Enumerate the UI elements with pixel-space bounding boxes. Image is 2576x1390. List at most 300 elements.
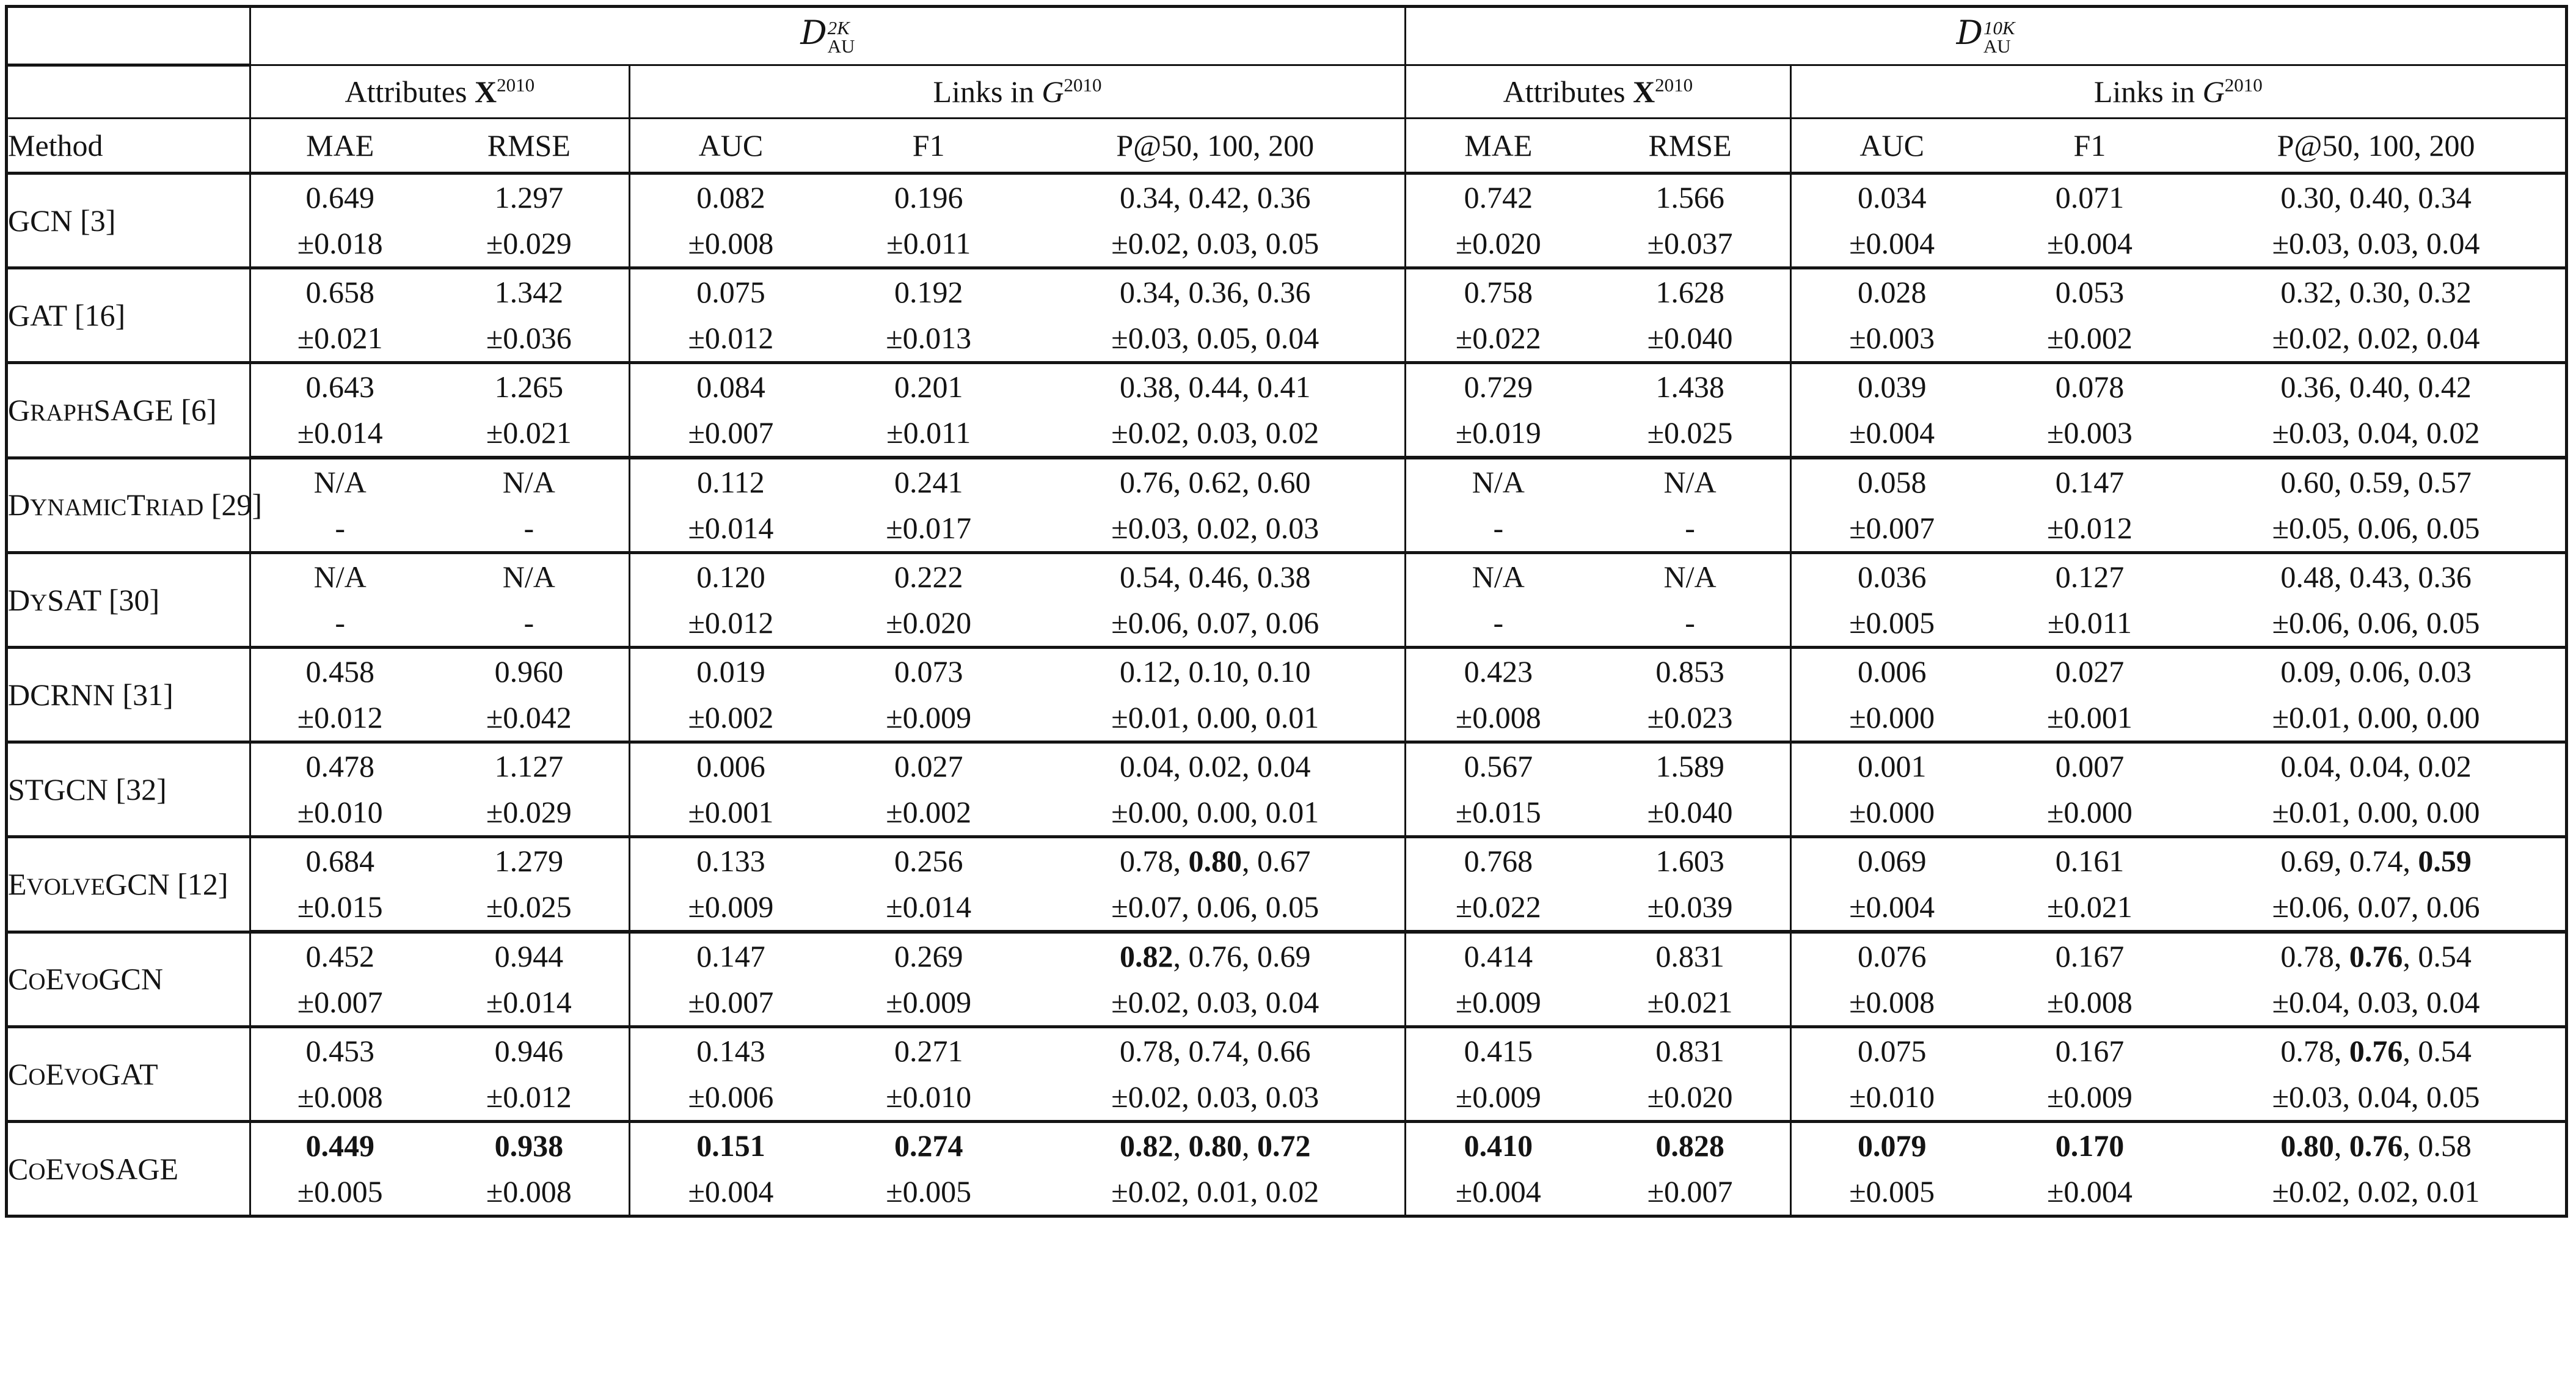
cell-right-auc-err-value: ±0.000 xyxy=(1849,794,1935,829)
cell-right-auc-value: 0.058 xyxy=(1857,464,1927,499)
method-name-cell: EVOLVEGCN [12] xyxy=(7,837,250,932)
cell-left-auc-value: 0.133 xyxy=(696,843,765,878)
method-name-cell: COEVOGCN xyxy=(7,932,250,1027)
cell-left-rmse-err-value: ±0.021 xyxy=(486,415,572,450)
cell-left-rmse-value: N/A xyxy=(502,464,555,499)
cell-left-auc xyxy=(629,363,831,410)
cell-right-p-3: 0.58 xyxy=(2418,1128,2472,1163)
cell-left-mae-err xyxy=(250,883,429,932)
cell-left-mae-err-value: ±0.015 xyxy=(297,889,383,924)
cell-left-auc xyxy=(629,648,831,695)
cell-left-f1-err-value: ±0.009 xyxy=(886,700,972,734)
column-header-auc-2k: AUC xyxy=(629,119,831,174)
cell-left-mae-value: 0.452 xyxy=(305,938,374,973)
method-name-cell: STGCN [32] xyxy=(7,742,250,837)
cell-left-p-2: 0.62 xyxy=(1188,464,1242,499)
table-row-error xyxy=(7,505,2567,553)
cell-left-f1-value: 0.027 xyxy=(894,748,963,783)
cell-right-mae-err-value: ±0.022 xyxy=(1455,889,1541,924)
cell-left-p-1: 0.82 xyxy=(1120,938,1173,973)
cell-left-mae-value: 0.684 xyxy=(305,843,374,878)
cell-left-p-1: 0.78 xyxy=(1120,1033,1173,1068)
cell-left-f1-err xyxy=(831,220,1026,268)
column-header-method: Method xyxy=(7,119,250,174)
cell-right-p-err-3: 0.04 xyxy=(2426,320,2480,355)
cell-left-auc-value: 0.019 xyxy=(696,654,765,689)
dataset-supsub-10k: 10K AU xyxy=(1983,16,2015,57)
cell-right-p-1: 0.04 xyxy=(2280,748,2334,783)
cell-left-mae-err-value: ±0.018 xyxy=(297,225,383,260)
cell-left-mae-value: 0.643 xyxy=(305,369,374,404)
cell-left-mae xyxy=(250,932,429,979)
cell-right-p-3: 0.02 xyxy=(2418,748,2472,783)
cell-left-mae-value: N/A xyxy=(313,464,367,499)
cell-left-p-3: 0.38 xyxy=(1257,559,1311,594)
cell-left-f1-err-value: ±0.017 xyxy=(886,510,972,545)
cell-right-rmse xyxy=(1591,648,1791,695)
cell-right-p-err: ±0.01, 0.00, 0.00 xyxy=(2187,789,2566,837)
cell-right-mae xyxy=(1406,837,1591,884)
cell-right-p-2: 0.43 xyxy=(2349,559,2403,594)
column-header-precision-10k: P@50, 100, 200 xyxy=(2187,119,2566,174)
cell-left-rmse-value: 1.279 xyxy=(494,843,564,878)
cell-right-f1-err xyxy=(1993,694,2187,742)
cell-left-p-1: 0.34 xyxy=(1120,274,1173,309)
cell-right-rmse-err-value: ±0.021 xyxy=(1647,984,1733,1019)
table-row-error xyxy=(7,220,2567,268)
cell-left-rmse-err xyxy=(429,1168,630,1216)
cell-left-p-3: 0.10 xyxy=(1257,654,1311,689)
cell-right-rmse-err xyxy=(1591,1074,1791,1122)
cell-left-p: 0.78, 0.74, 0.66 xyxy=(1120,1033,1311,1068)
cell-right-mae-err xyxy=(1406,1168,1591,1216)
cell-left-auc xyxy=(629,932,831,979)
cell-right-p-err: ±0.02, 0.02, 0.04 xyxy=(2187,315,2566,363)
cell-right-p-err: ±0.04, 0.03, 0.04 xyxy=(2187,979,2566,1027)
cell-left-f1-value: 0.201 xyxy=(894,369,963,404)
table-row-error xyxy=(7,694,2567,742)
cell-right-f1-value: 0.147 xyxy=(2055,464,2125,499)
cell-right-p-3: 0.57 xyxy=(2418,464,2472,499)
cell-right-p: 0.36, 0.40, 0.42 xyxy=(2187,363,2566,410)
cell-right-mae xyxy=(1406,553,1591,600)
cell-right-p-3: 0.34 xyxy=(2418,180,2472,214)
cell-right-mae-err-value: ±0.019 xyxy=(1455,415,1541,450)
cell-right-mae-err xyxy=(1406,409,1591,458)
cell-right-mae-err xyxy=(1406,1074,1591,1122)
cell-right-p-1: 0.69 xyxy=(2280,843,2334,878)
cell-right-p: 0.04, 0.04, 0.02 xyxy=(2187,742,2566,789)
method-name-cell: GAT [16] xyxy=(7,268,250,363)
cell-left-f1-err xyxy=(831,694,1026,742)
cell-left-p-err-2: 0.02 xyxy=(1197,510,1250,545)
cell-left-rmse-value: 0.960 xyxy=(494,654,564,689)
cell-right-rmse-err xyxy=(1591,883,1791,932)
cell-right-rmse-err-value: ±0.023 xyxy=(1647,700,1733,734)
table-row xyxy=(7,268,2567,315)
cell-left-f1 xyxy=(831,1122,1026,1169)
cell-right-f1-value: 0.071 xyxy=(2055,180,2125,214)
cell-left-p-err: ±0.06, 0.07, 0.06 xyxy=(1026,599,1405,648)
cell-right-mae-err xyxy=(1406,789,1591,837)
table-row xyxy=(7,742,2567,789)
blank-cell-method-group xyxy=(7,65,250,119)
cell-left-mae-value: 0.649 xyxy=(305,180,374,214)
cell-right-p-3: 0.03 xyxy=(2418,654,2472,689)
cell-left-p-err-2: 0.03 xyxy=(1197,225,1250,260)
cell-right-f1 xyxy=(1993,268,2187,315)
cell-left-auc-value: 0.147 xyxy=(696,938,765,973)
cell-right-auc-err xyxy=(1790,599,1993,648)
cell-left-p-err-3: 0.06 xyxy=(1265,605,1319,640)
cell-left-p-err-1: ±0.02 xyxy=(1111,1174,1182,1209)
cell-right-rmse-err xyxy=(1591,694,1791,742)
cell-left-p-3: 0.41 xyxy=(1257,369,1311,404)
cell-right-mae xyxy=(1406,363,1591,410)
cell-left-p-err-1: ±0.02 xyxy=(1111,415,1182,450)
links-label-2k: Links in xyxy=(933,74,1034,109)
cell-left-rmse xyxy=(429,174,630,221)
cell-right-auc xyxy=(1790,363,1993,410)
cell-right-f1 xyxy=(1993,837,2187,884)
cell-left-mae xyxy=(250,174,429,221)
cell-right-f1-err xyxy=(1993,315,2187,363)
cell-right-rmse xyxy=(1591,458,1791,505)
cell-right-rmse-err xyxy=(1591,979,1791,1027)
cell-left-p-3: 0.72 xyxy=(1257,1128,1311,1163)
cell-right-rmse-err-value: - xyxy=(1685,605,1695,640)
cell-right-auc-err-value: ±0.004 xyxy=(1849,889,1935,924)
cell-left-rmse xyxy=(429,932,630,979)
cell-left-f1-err-value: ±0.002 xyxy=(886,794,972,829)
cell-left-rmse xyxy=(429,268,630,315)
cell-right-f1 xyxy=(1993,742,2187,789)
cell-left-p-err-2: 0.00 xyxy=(1197,794,1250,829)
cell-right-rmse-value: 1.628 xyxy=(1655,274,1724,309)
cell-left-rmse-err-value: - xyxy=(524,510,535,545)
cell-right-mae xyxy=(1406,648,1591,695)
cell-right-rmse-value: N/A xyxy=(1663,559,1717,594)
cell-right-auc-err-value: ±0.010 xyxy=(1849,1079,1935,1114)
cell-left-f1-err xyxy=(831,409,1026,458)
cell-right-mae-err-value: ±0.008 xyxy=(1455,700,1541,734)
cell-left-p-2: 0.36 xyxy=(1188,274,1242,309)
cell-right-p-3: 0.54 xyxy=(2418,1033,2472,1068)
cell-left-auc-err-value: ±0.012 xyxy=(688,320,774,355)
cell-left-p-1: 0.38 xyxy=(1120,369,1173,404)
cell-left-auc-value: 0.151 xyxy=(696,1128,765,1163)
cell-left-p-err: ±0.03, 0.05, 0.04 xyxy=(1026,315,1405,363)
cell-left-p: 0.78, 0.80, 0.67 xyxy=(1120,843,1311,878)
cell-left-rmse-err-value: ±0.036 xyxy=(486,320,572,355)
cell-right-p-err-2: 0.02 xyxy=(2357,1174,2412,1209)
cell-right-f1 xyxy=(1993,932,2187,979)
cell-left-p-1: 0.12 xyxy=(1120,654,1173,689)
cell-left-rmse-err xyxy=(429,220,630,268)
cell-left-auc xyxy=(629,174,831,221)
cell-right-mae-value: N/A xyxy=(1472,464,1525,499)
cell-left-p-err: ±0.02, 0.03, 0.02 xyxy=(1026,409,1405,458)
table-row xyxy=(7,553,2567,600)
cell-right-mae-err-value: ±0.015 xyxy=(1455,794,1541,829)
cell-left-p-err-3: 0.03 xyxy=(1265,1079,1319,1114)
cell-left-auc-err xyxy=(629,599,831,648)
cell-right-f1-value: 0.167 xyxy=(2055,938,2125,973)
cell-left-rmse-value: 0.938 xyxy=(494,1128,564,1163)
cell-left-p: 0.82, 0.80, 0.72 xyxy=(1120,1128,1311,1163)
cell-left-rmse-value: 1.342 xyxy=(494,274,564,309)
cell-left-p-err-1: ±0.06 xyxy=(1111,605,1182,640)
cell-right-p-2: 0.76 xyxy=(2349,1128,2403,1163)
cell-right-mae-value: 0.410 xyxy=(1464,1128,1533,1163)
cell-right-p-2: 0.59 xyxy=(2349,464,2403,499)
cell-left-auc-value: 0.112 xyxy=(697,464,765,499)
cell-right-p-err-1: ±0.03 xyxy=(2272,1079,2343,1114)
cell-right-auc-err-value: ±0.005 xyxy=(1849,605,1935,640)
cell-right-f1-err-value: ±0.004 xyxy=(2046,225,2133,260)
cell-left-f1-err xyxy=(831,883,1026,932)
cell-right-p-3: 0.42 xyxy=(2418,369,2472,404)
cell-right-p-err: ±0.03, 0.03, 0.04 xyxy=(2187,220,2566,268)
table-row-error xyxy=(7,409,2567,458)
cell-right-p-err-1: ±0.04 xyxy=(2272,984,2343,1019)
cell-right-f1-value: 0.078 xyxy=(2055,369,2125,404)
cell-right-p-err-1: ±0.02 xyxy=(2272,320,2343,355)
cell-right-auc-err xyxy=(1790,315,1993,363)
cell-left-f1-err-value: ±0.014 xyxy=(886,889,972,924)
cell-right-p-err-1: ±0.03 xyxy=(2272,225,2343,260)
cell-right-p-err: ±0.03, 0.04, 0.05 xyxy=(2187,1074,2566,1122)
cell-left-rmse-err-value: ±0.029 xyxy=(486,794,572,829)
cell-left-rmse-value: N/A xyxy=(502,559,555,594)
cell-left-f1-value: 0.274 xyxy=(894,1128,963,1163)
cell-right-f1-err-value: ±0.002 xyxy=(2046,320,2133,355)
cell-left-p-err-1: ±0.03 xyxy=(1111,320,1182,355)
group-attributes-10k xyxy=(1406,65,1790,119)
cell-right-auc-value: 0.075 xyxy=(1857,1033,1927,1068)
cell-left-rmse-err xyxy=(429,789,630,837)
cell-right-f1-value: 0.127 xyxy=(2055,559,2125,594)
cell-right-rmse-err xyxy=(1591,505,1791,553)
cell-right-p: 0.60, 0.59, 0.57 xyxy=(2187,458,2566,505)
cell-left-p-3: 0.69 xyxy=(1257,938,1311,973)
cell-left-p-3: 0.04 xyxy=(1257,748,1311,783)
cell-left-auc-value: 0.084 xyxy=(696,369,765,404)
cell-right-p-3: 0.32 xyxy=(2418,274,2472,309)
cell-left-f1 xyxy=(831,174,1026,221)
cell-right-p-err-2: 0.06 xyxy=(2357,510,2412,545)
dataset-symbol-10k: D xyxy=(1956,13,1983,53)
cell-right-p-err-2: 0.07 xyxy=(2357,889,2412,924)
cell-left-rmse-err xyxy=(429,409,630,458)
cell-left-p-3: 0.36 xyxy=(1257,274,1311,309)
cell-right-rmse-err-value: ±0.025 xyxy=(1647,415,1733,450)
cell-right-f1-err xyxy=(1993,505,2187,553)
cell-left-f1-err-value: ±0.013 xyxy=(886,320,972,355)
cell-right-mae xyxy=(1406,174,1591,221)
cell-left-p-err-3: 0.03 xyxy=(1265,510,1319,545)
cell-right-p-err-2: 0.03 xyxy=(2357,984,2412,1019)
cell-left-f1-err xyxy=(831,599,1026,648)
cell-right-f1-err xyxy=(1993,409,2187,458)
cell-left-p-err-1: ±0.01 xyxy=(1111,700,1182,734)
cell-right-p-err-1: ±0.02 xyxy=(2272,1174,2343,1209)
cell-left-auc xyxy=(629,742,831,789)
cell-right-p-err-1: ±0.01 xyxy=(2272,700,2343,734)
cell-right-f1-value: 0.167 xyxy=(2055,1033,2125,1068)
column-header-row xyxy=(7,119,2567,174)
cell-left-p-err: ±0.00, 0.00, 0.01 xyxy=(1026,789,1405,837)
cell-left-p-err: ±0.07, 0.06, 0.05 xyxy=(1026,883,1405,932)
cell-right-mae-err-value: ±0.009 xyxy=(1455,1079,1541,1114)
cell-left-rmse-err xyxy=(429,599,630,648)
cell-right-p-err-3: 0.05 xyxy=(2426,510,2480,545)
cell-left-auc-value: 0.120 xyxy=(696,559,765,594)
cell-left-rmse xyxy=(429,837,630,884)
cell-left-f1-err xyxy=(831,505,1026,553)
table-row-error xyxy=(7,1074,2567,1122)
cell-right-p-err-2: 0.00 xyxy=(2357,794,2412,829)
cell-right-mae xyxy=(1406,458,1591,505)
cell-left-rmse-err xyxy=(429,315,630,363)
cell-right-p-err-1: ±0.06 xyxy=(2272,889,2343,924)
cell-right-p-1: 0.32 xyxy=(2280,274,2334,309)
cell-left-auc-err xyxy=(629,220,831,268)
cell-left-rmse xyxy=(429,363,630,410)
cell-right-mae xyxy=(1406,932,1591,979)
cell-right-p: 0.30, 0.40, 0.34 xyxy=(2187,174,2566,221)
attributes-sup-2k: 2010 xyxy=(497,73,535,95)
cell-left-f1-value: 0.256 xyxy=(894,843,963,878)
cell-left-f1 xyxy=(831,458,1026,505)
cell-right-f1-err xyxy=(1993,1168,2187,1216)
cell-left-mae xyxy=(250,1122,429,1169)
cell-left-rmse-err xyxy=(429,883,630,932)
cell-left-f1-value: 0.269 xyxy=(894,938,963,973)
cell-right-p-1: 0.36 xyxy=(2280,369,2334,404)
cell-left-p-err-3: 0.02 xyxy=(1265,1174,1319,1209)
cell-left-p-err-3: 0.02 xyxy=(1265,415,1319,450)
cell-left-p-err-2: 0.01 xyxy=(1197,1174,1250,1209)
cell-left-p-err: ±0.02, 0.01, 0.02 xyxy=(1026,1168,1405,1216)
cell-right-mae-err xyxy=(1406,220,1591,268)
cell-right-rmse-value: N/A xyxy=(1663,464,1717,499)
cell-right-f1-err-value: ±0.009 xyxy=(2046,1079,2133,1114)
cell-right-mae-err xyxy=(1406,599,1591,648)
table-row-error xyxy=(7,599,2567,648)
cell-right-p-err-1: ±0.01 xyxy=(2272,794,2343,829)
group-links-10k xyxy=(1790,65,2566,119)
cell-right-auc xyxy=(1790,932,1993,979)
method-name-cell: DYNAMICTRIAD [29] xyxy=(7,458,250,553)
cell-right-p-2: 0.40 xyxy=(2349,180,2403,214)
cell-right-rmse-err xyxy=(1591,220,1791,268)
cell-right-mae-err xyxy=(1406,694,1591,742)
cell-left-p-2: 0.46 xyxy=(1188,559,1242,594)
cell-left-p-err: ±0.02, 0.03, 0.04 xyxy=(1026,979,1405,1027)
cell-left-p-err-1: ±0.02 xyxy=(1111,1079,1182,1114)
cell-left-p-err-3: 0.04 xyxy=(1265,320,1319,355)
cell-right-p-err: ±0.05, 0.06, 0.05 xyxy=(2187,505,2566,553)
cell-right-auc-err-value: ±0.000 xyxy=(1849,700,1935,734)
cell-right-p-err-1: ±0.05 xyxy=(2272,510,2343,545)
cell-right-f1-err-value: ±0.003 xyxy=(2046,415,2133,450)
cell-left-p: 0.38, 0.44, 0.41 xyxy=(1120,369,1311,404)
results-table xyxy=(5,5,2568,1218)
table-row xyxy=(7,174,2567,221)
column-header-mae-2k: MAE xyxy=(250,119,429,174)
cell-left-rmse-err xyxy=(429,505,630,553)
cell-left-f1 xyxy=(831,1027,1026,1074)
cell-left-auc xyxy=(629,1027,831,1074)
cell-right-mae xyxy=(1406,268,1591,315)
cell-right-rmse xyxy=(1591,932,1791,979)
cell-right-mae xyxy=(1406,742,1591,789)
cell-left-p-3: 0.60 xyxy=(1257,464,1311,499)
column-header-mae-10k: MAE xyxy=(1406,119,1591,174)
cell-right-f1-value: 0.027 xyxy=(2055,654,2125,689)
cell-left-mae-err xyxy=(250,1168,429,1216)
cell-right-f1-err-value: ±0.008 xyxy=(2046,984,2133,1019)
cell-right-auc-err-value: ±0.003 xyxy=(1849,320,1935,355)
cell-right-rmse-err-value: ±0.039 xyxy=(1647,889,1733,924)
method-name-cell: DCRNN [31] xyxy=(7,648,250,742)
cell-left-auc-value: 0.075 xyxy=(696,274,765,309)
cell-right-p-3: 0.36 xyxy=(2418,559,2472,594)
cell-right-rmse-err-value: ±0.040 xyxy=(1647,320,1733,355)
cell-right-p-1: 0.78 xyxy=(2280,1033,2334,1068)
cell-right-rmse-err-value: - xyxy=(1685,510,1695,545)
cell-right-auc-err xyxy=(1790,694,1993,742)
cell-left-rmse-err-value: - xyxy=(524,605,535,640)
cell-left-auc xyxy=(629,1122,831,1169)
cell-right-p-err: ±0.03, 0.04, 0.02 xyxy=(2187,409,2566,458)
table-head xyxy=(7,7,2567,174)
cell-left-rmse xyxy=(429,553,630,600)
cell-left-p-err-3: 0.01 xyxy=(1265,700,1319,734)
method-name-cell: COEVOSAGE xyxy=(7,1122,250,1216)
cell-left-p-err: ±0.02, 0.03, 0.03 xyxy=(1026,1074,1405,1122)
cell-right-auc-err xyxy=(1790,1074,1993,1122)
cell-right-p-err-2: 0.04 xyxy=(2357,1079,2412,1114)
cell-right-auc-value: 0.069 xyxy=(1857,843,1927,878)
cell-left-mae-err-value: ±0.012 xyxy=(297,700,383,734)
cell-right-f1-err-value: ±0.000 xyxy=(2046,794,2133,829)
cell-left-mae-err xyxy=(250,315,429,363)
cell-right-rmse xyxy=(1591,363,1791,410)
links-sup-10k: 2010 xyxy=(2224,73,2263,95)
cell-left-rmse-value: 1.265 xyxy=(494,369,564,404)
cell-left-auc xyxy=(629,268,831,315)
cell-right-rmse-value: 1.566 xyxy=(1655,180,1724,214)
cell-left-mae-err xyxy=(250,1074,429,1122)
cell-left-f1-err xyxy=(831,1074,1026,1122)
cell-left-p: 0.76, 0.62, 0.60 xyxy=(1120,464,1311,499)
cell-right-f1 xyxy=(1993,1122,2187,1169)
attributes-label-10k: Attributes xyxy=(1503,74,1626,109)
cell-right-p-1: 0.60 xyxy=(2280,464,2334,499)
cell-left-p-err-1: ±0.03 xyxy=(1111,510,1182,545)
table-row xyxy=(7,1027,2567,1074)
cell-right-f1-err-value: ±0.001 xyxy=(2046,700,2133,734)
cell-left-p-3: 0.67 xyxy=(1257,843,1311,878)
cell-left-rmse-err xyxy=(429,979,630,1027)
cell-right-p-err-2: 0.02 xyxy=(2357,320,2412,355)
dataset-supsub-2k: 2K AU xyxy=(827,16,855,57)
cell-left-mae-err-value: ±0.007 xyxy=(297,984,383,1019)
cell-left-p: 0.54, 0.46, 0.38 xyxy=(1120,559,1311,594)
cell-left-rmse xyxy=(429,458,630,505)
